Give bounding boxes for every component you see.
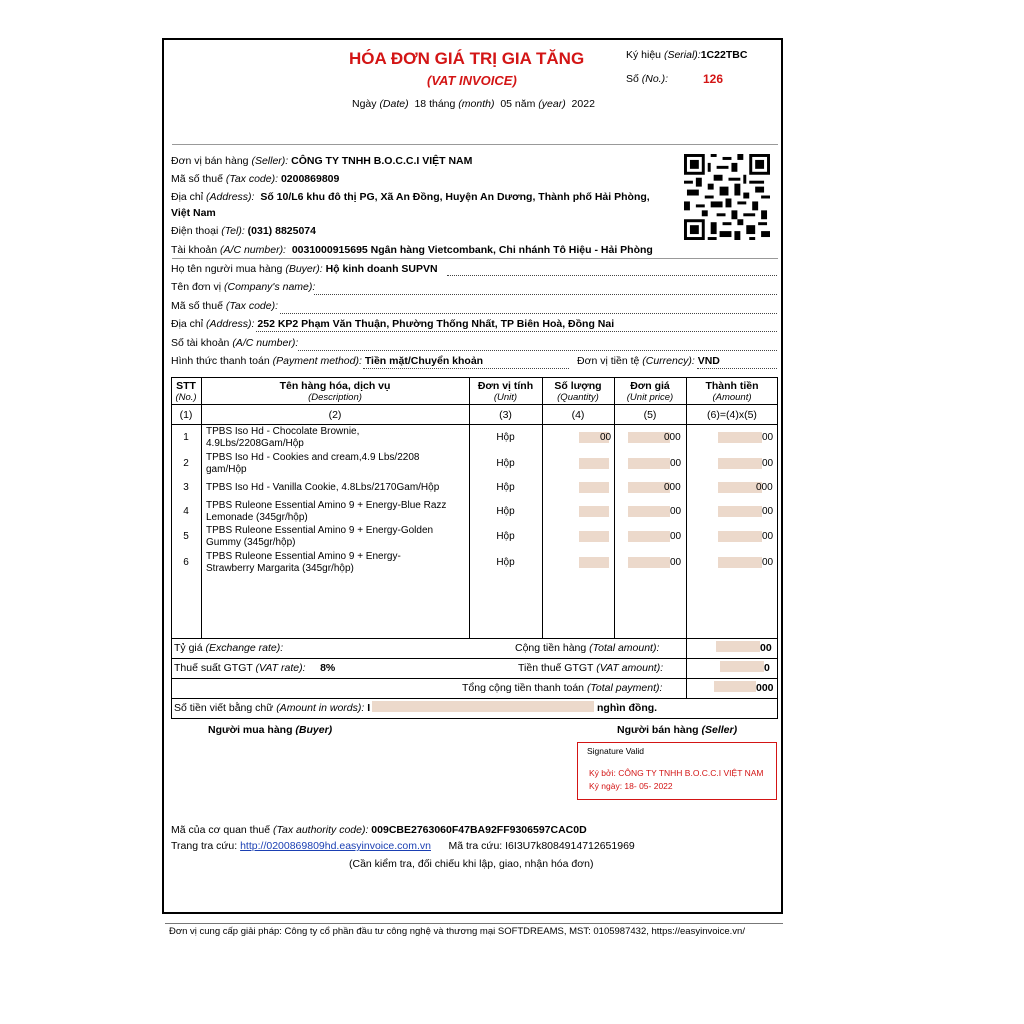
seller-tax-code: Mã số thuế (Tax code): 0200869809 bbox=[171, 173, 340, 185]
col-index: (2) bbox=[328, 409, 342, 421]
redacted-mask bbox=[372, 701, 594, 712]
invoice-title: HÓA ĐƠN GIÁ TRỊ GIA TĂNG bbox=[349, 49, 585, 68]
divider bbox=[172, 144, 778, 145]
redacted-mask bbox=[628, 531, 670, 542]
col-header-unit: Đơn vị tính (Unit) bbox=[477, 380, 534, 403]
row-unit: Hộp bbox=[496, 557, 515, 568]
row-quantity: 00 bbox=[600, 432, 612, 443]
total-payment-label: Tổng cộng tiền thanh toán (Total payment): bbox=[462, 682, 663, 694]
col-index: (1) bbox=[179, 409, 193, 421]
vat-rate: Thuế suất GTGT (VAT rate): 8% bbox=[174, 662, 336, 674]
lookup-link[interactable]: http://0200869809hd.easyinvoice.com.vn bbox=[240, 840, 431, 852]
table-row-line bbox=[171, 404, 778, 405]
row-description: TPBS Ruleone Essential Amino 9 + Energy-Blue Razz bbox=[206, 500, 447, 511]
row-description-line2: Gummy (345gr/hộp) bbox=[206, 537, 296, 548]
table-row-line bbox=[171, 638, 778, 639]
table-row-line bbox=[171, 658, 778, 659]
vat-amount: 0 bbox=[764, 662, 770, 674]
tax-authority-code: Mã của cơ quan thuế (Tax authority code): 009CBE2763060F47BA92FF9306597CAC0D bbox=[171, 824, 587, 836]
divider bbox=[172, 258, 778, 259]
table-row-line bbox=[171, 698, 778, 699]
row-unit-price: 00 bbox=[670, 531, 682, 542]
row-amount: 000 bbox=[756, 482, 773, 493]
redacted-mask bbox=[579, 557, 609, 568]
redacted-mask bbox=[628, 557, 670, 568]
exchange-rate: Tỷ giá (Exchange rate): bbox=[174, 642, 284, 654]
qr-code-icon bbox=[684, 154, 770, 240]
signed-by: Ký bởi: CÔNG TY TNHH B.O.C.C.I VIỆT NAM bbox=[589, 768, 764, 778]
row-description: TPBS Ruleone Essential Amino 9 + Energy- bbox=[206, 551, 401, 562]
row-unit-price: 00 bbox=[670, 458, 682, 469]
row-amount: 00 bbox=[762, 458, 774, 469]
col-index: (3) bbox=[499, 409, 512, 421]
table-row-line bbox=[171, 424, 778, 425]
row-unit: Hộp bbox=[496, 432, 515, 443]
row-unit: Hộp bbox=[496, 506, 515, 517]
redacted-mask bbox=[628, 458, 670, 469]
row-unit: Hộp bbox=[496, 458, 515, 469]
buyer-name: Họ tên người mua hàng (Buyer): Hộ kinh doanh SUPVN bbox=[171, 263, 438, 275]
dotted-line bbox=[256, 331, 777, 332]
total-payment: 000 bbox=[756, 682, 774, 694]
invoice-number-label: Số (No.): bbox=[626, 73, 669, 85]
buyer-account: Số tài khoản (A/C number): bbox=[171, 337, 299, 349]
col-header-description: Tên hàng hóa, dịch vụ (Description) bbox=[279, 380, 391, 403]
table-row-line bbox=[171, 678, 778, 679]
redacted-mask bbox=[718, 506, 762, 517]
signature-valid-text: Signature Valid bbox=[587, 746, 645, 756]
buyer-company: Tên đơn vị (Company's name): bbox=[171, 281, 316, 293]
payment-method: Hình thức thanh toán (Payment method): Tiền mặt/Chuyển khoản bbox=[171, 355, 484, 367]
row-number: 2 bbox=[183, 458, 189, 469]
row-number: 5 bbox=[183, 531, 189, 542]
row-number: 6 bbox=[183, 557, 189, 568]
row-unit: Hộp bbox=[496, 531, 515, 542]
redacted-mask bbox=[718, 531, 762, 542]
row-amount: 00 bbox=[762, 557, 774, 568]
footer-divider bbox=[165, 923, 783, 924]
row-description-line2: Strawberry Margarita (345gr/hộp) bbox=[206, 563, 354, 574]
currency: Đơn vị tiền tệ (Currency): VND bbox=[577, 355, 720, 367]
redacted-mask bbox=[579, 482, 609, 493]
redacted-mask bbox=[720, 661, 764, 672]
seller-name: Đơn vị bán hàng (Seller): CÔNG TY TNHH B.O.C.C.I VIỆT NAM bbox=[171, 155, 473, 167]
col-header-amount: Thành tiền (Amount) bbox=[705, 380, 759, 403]
seller-phone: Điện thoại (Tel): (031) 8825074 bbox=[171, 225, 316, 237]
dotted-line bbox=[447, 275, 777, 276]
buyer-tax-code: Mã số thuế (Tax code): bbox=[171, 300, 279, 312]
col-header-no: STT (No.) bbox=[175, 380, 197, 403]
row-unit-price: 00 bbox=[670, 506, 682, 517]
col-index: (5) bbox=[643, 409, 657, 421]
row-amount: 00 bbox=[762, 432, 774, 443]
col-index: (4) bbox=[571, 409, 585, 421]
row-description-line2: 4.9Lbs/2208Gam/Hộp bbox=[206, 438, 304, 449]
digital-signature-box[interactable] bbox=[577, 742, 777, 800]
redacted-mask bbox=[579, 531, 609, 542]
seller-account: Tài khoản (A/C number): 0031000915695 Ngân hàng Vietcombank, Chi nhánh Tô Hiệu - Hải Phòng bbox=[171, 244, 653, 256]
row-unit: Hộp bbox=[496, 482, 515, 493]
row-description: TPBS Iso Hd - Cookies and cream,4.9 Lbs/2208 bbox=[206, 452, 420, 463]
dotted-line bbox=[697, 368, 777, 369]
invoice-number: 126 bbox=[703, 72, 724, 86]
dotted-line bbox=[280, 313, 777, 314]
lookup-line: Trang tra cứu: http://0200869809hd.easyinvoice.com.vn Mã tra cứu: I6I3U7k8084914712651969 bbox=[171, 840, 635, 852]
redacted-mask bbox=[579, 458, 609, 469]
table-col-line bbox=[686, 638, 687, 699]
row-description: TPBS Iso Hd - Vanilla Cookie, 4.8Lbs/2170Gam/Hộp bbox=[206, 482, 440, 493]
redacted-mask bbox=[579, 506, 609, 517]
invoice-subtitle: (VAT INVOICE) bbox=[427, 73, 517, 88]
col-index: (6)=(4)x(5) bbox=[707, 409, 757, 421]
provider-footer: Đơn vị cung cấp giải pháp: Công ty cổ phần đầu tư công nghệ và thương mại SOFTDREAMS, MST: 0105987432, https://easyinvoice.vn/ bbox=[169, 926, 745, 937]
redacted-mask bbox=[718, 458, 762, 469]
invoice-date: Ngày (Date) 18 tháng (month) 05 năm (year) 2022 bbox=[352, 98, 595, 110]
row-description: TPBS Iso Hd - Chocolate Brownie, bbox=[206, 426, 360, 437]
redacted-mask bbox=[628, 506, 670, 517]
row-unit-price: 000 bbox=[664, 432, 681, 443]
redacted-mask bbox=[718, 557, 762, 568]
redacted-mask bbox=[716, 641, 760, 652]
serial-field: Ký hiệu (Serial):1C22TBC bbox=[626, 49, 748, 61]
col-header-unit-price: Đơn giá (Unit price) bbox=[626, 380, 674, 403]
verification-note: (Cần kiểm tra, đối chiếu khi lập, giao, nhận hóa đơn) bbox=[349, 858, 594, 870]
redacted-mask bbox=[718, 432, 762, 443]
row-description-line2: gam/Hộp bbox=[206, 464, 247, 475]
dotted-line bbox=[363, 368, 569, 369]
row-amount: 00 bbox=[762, 506, 774, 517]
dotted-line bbox=[298, 350, 777, 351]
vat-amount-label: Tiền thuế GTGT (VAT amount): bbox=[518, 662, 664, 674]
seller-signature-label: Người bán hàng (Seller) bbox=[617, 724, 738, 736]
amount-in-words: Số tiền viết bằng chữ (Amount in words): I bbox=[174, 702, 371, 714]
row-number: 4 bbox=[183, 506, 189, 517]
total-amount-label: Cộng tiền hàng (Total amount): bbox=[515, 642, 660, 654]
row-unit-price: 000 bbox=[664, 482, 681, 493]
total-amount: 00 bbox=[760, 642, 772, 654]
seller-address-line2: Việt Nam bbox=[171, 207, 216, 219]
signed-date: Ký ngày: 18- 05- 2022 bbox=[589, 781, 673, 791]
redacted-mask bbox=[714, 681, 756, 692]
col-header-quantity: Số lượng (Quantity) bbox=[554, 380, 602, 403]
row-description: TPBS Ruleone Essential Amino 9 + Energy-Golden bbox=[206, 525, 434, 536]
buyer-signature-label: Người mua hàng (Buyer) bbox=[208, 724, 333, 736]
dotted-line bbox=[314, 294, 777, 295]
row-number: 1 bbox=[183, 432, 189, 443]
row-unit-price: 00 bbox=[670, 557, 682, 568]
row-description-line2: Lemonade (345gr/hộp) bbox=[206, 512, 308, 523]
row-amount: 00 bbox=[762, 531, 774, 542]
row-number: 3 bbox=[183, 482, 189, 493]
seller-address: Địa chỉ (Address): Số 10/L6 khu đô thị PG, Xã An Đồng, Huyện An Dương, Thành phố Hải Phòng, bbox=[171, 191, 650, 203]
amount-in-words-suffix: nghìn đồng. bbox=[597, 702, 658, 714]
buyer-address: Địa chỉ (Address): 252 KP2 Phạm Văn Thuận, Phường Thống Nhất, TP Biên Hoà, Đồng Nai bbox=[171, 318, 615, 330]
